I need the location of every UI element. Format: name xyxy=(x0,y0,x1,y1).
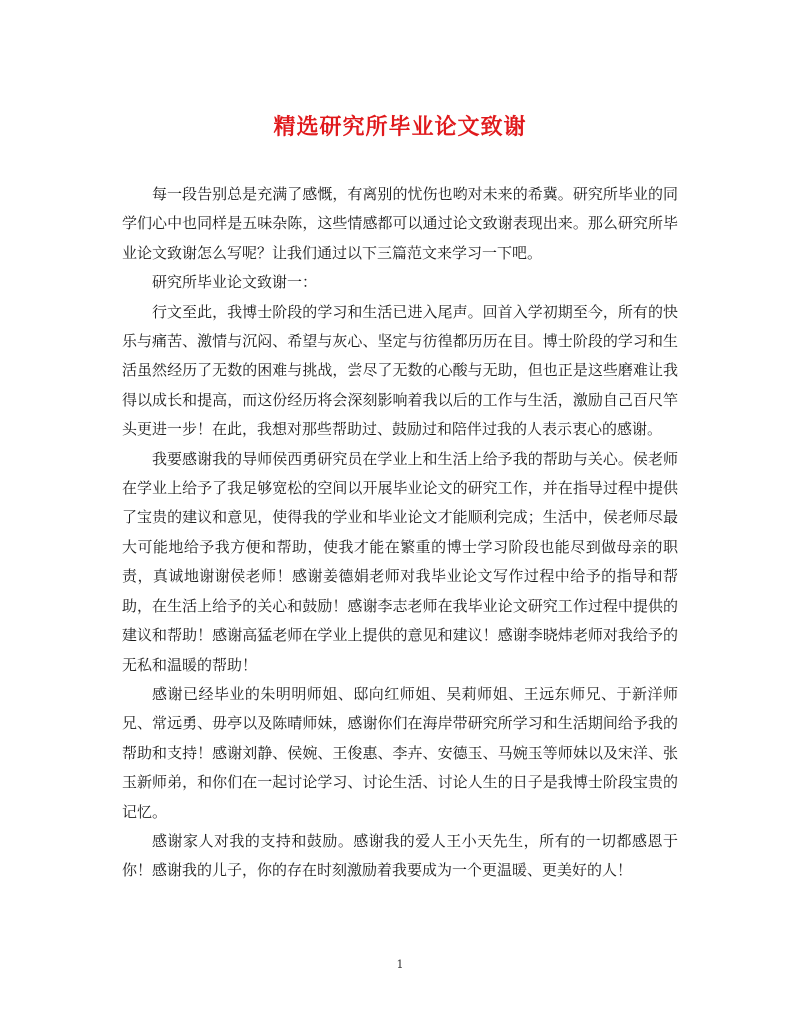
paragraph-section-heading: 研究所毕业论文致谢一： xyxy=(152,273,318,292)
document-title: 精选研究所毕业论文致谢 xyxy=(273,114,527,140)
paragraph-family-thanks: 感谢家人对我的支持和鼓励。感谢我的爱人王小天先生，所有的一切都感恩于你！感谢我的儿子，你的存在时刻激励着我要成为一个更温暖、更美好的人！ xyxy=(122,831,678,880)
paragraph-intro: 每一段告别总是充满了感慨，有离别的忧伤也哟对未来的希冀。研究所毕业的同学们心中也同样是五味杂陈，这些情感都可以通过论文致谢表现出来。那么研究所毕业论文致谢怎么写呢？让我们通过以下三篇范文来学习一下吧。 xyxy=(122,185,678,262)
document-body xyxy=(122,180,678,886)
paragraph-peer-thanks: 感谢已经毕业的朱明明师姐、邸向红师姐、吴莉师姐、王远东师兄、于新洋师兄、常远勇、毋亭以及陈晴师妹，感谢你们在海岸带研究所学习和生活期间给予我的帮助和支持！感谢刘静、侯婉、王俊惠、李卉、安德玉、马婉玉等师妹以及宋洋、张玉新师弟，和你们在一起讨论学习、讨论生活、讨论人生的日子是我博士阶段宝贵的记忆。 xyxy=(122,684,678,821)
page-number: 1 xyxy=(396,958,404,971)
paragraph-opening: 行文至此，我博士阶段的学习和生活已进入尾声。回首入学初期至今，所有的快乐与痛苦、激情与沉闷、希望与灰心、坚定与彷徨都历历在目。博士阶段的学习和生活虽然经历了无数的困难与挑战，尝尽了无数的心酸与无助，但也正是这些磨难让我得以成长和提高，而这份经历将会深刻影响着我以后的工作与生活，激励自己百尺竿头更进一步！在此，我想对那些帮助过、鼓励过和陪伴过我的人表示衷心的感谢。 xyxy=(122,302,678,439)
paragraph-advisor-thanks: 我要感谢我的导师侯西勇研究员在学业上和生活上给予我的帮助与关心。侯老师在学业上给予了我足够宽松的空间以开展毕业论文的研究工作，并在指导过程中提供了宝贵的建议和意见，使得我的学业和毕业论文才能顺利完成；生活中，侯老师尽最大可能地给予我方便和帮助，使我才能在繁重的博士学习阶段也能尽到做母亲的职责，真诚地谢谢侯老师！感谢姜德娟老师对我毕业论文写作过程中给予的指导和帮助，在生活上给予的关心和鼓励！感谢李志老师在我毕业论文研究工作过程中提供的建议和帮助！感谢高猛老师在学业上提供的意见和建议！感谢李晓炜老师对我给予的无私和温暖的帮助！ xyxy=(122,449,678,674)
